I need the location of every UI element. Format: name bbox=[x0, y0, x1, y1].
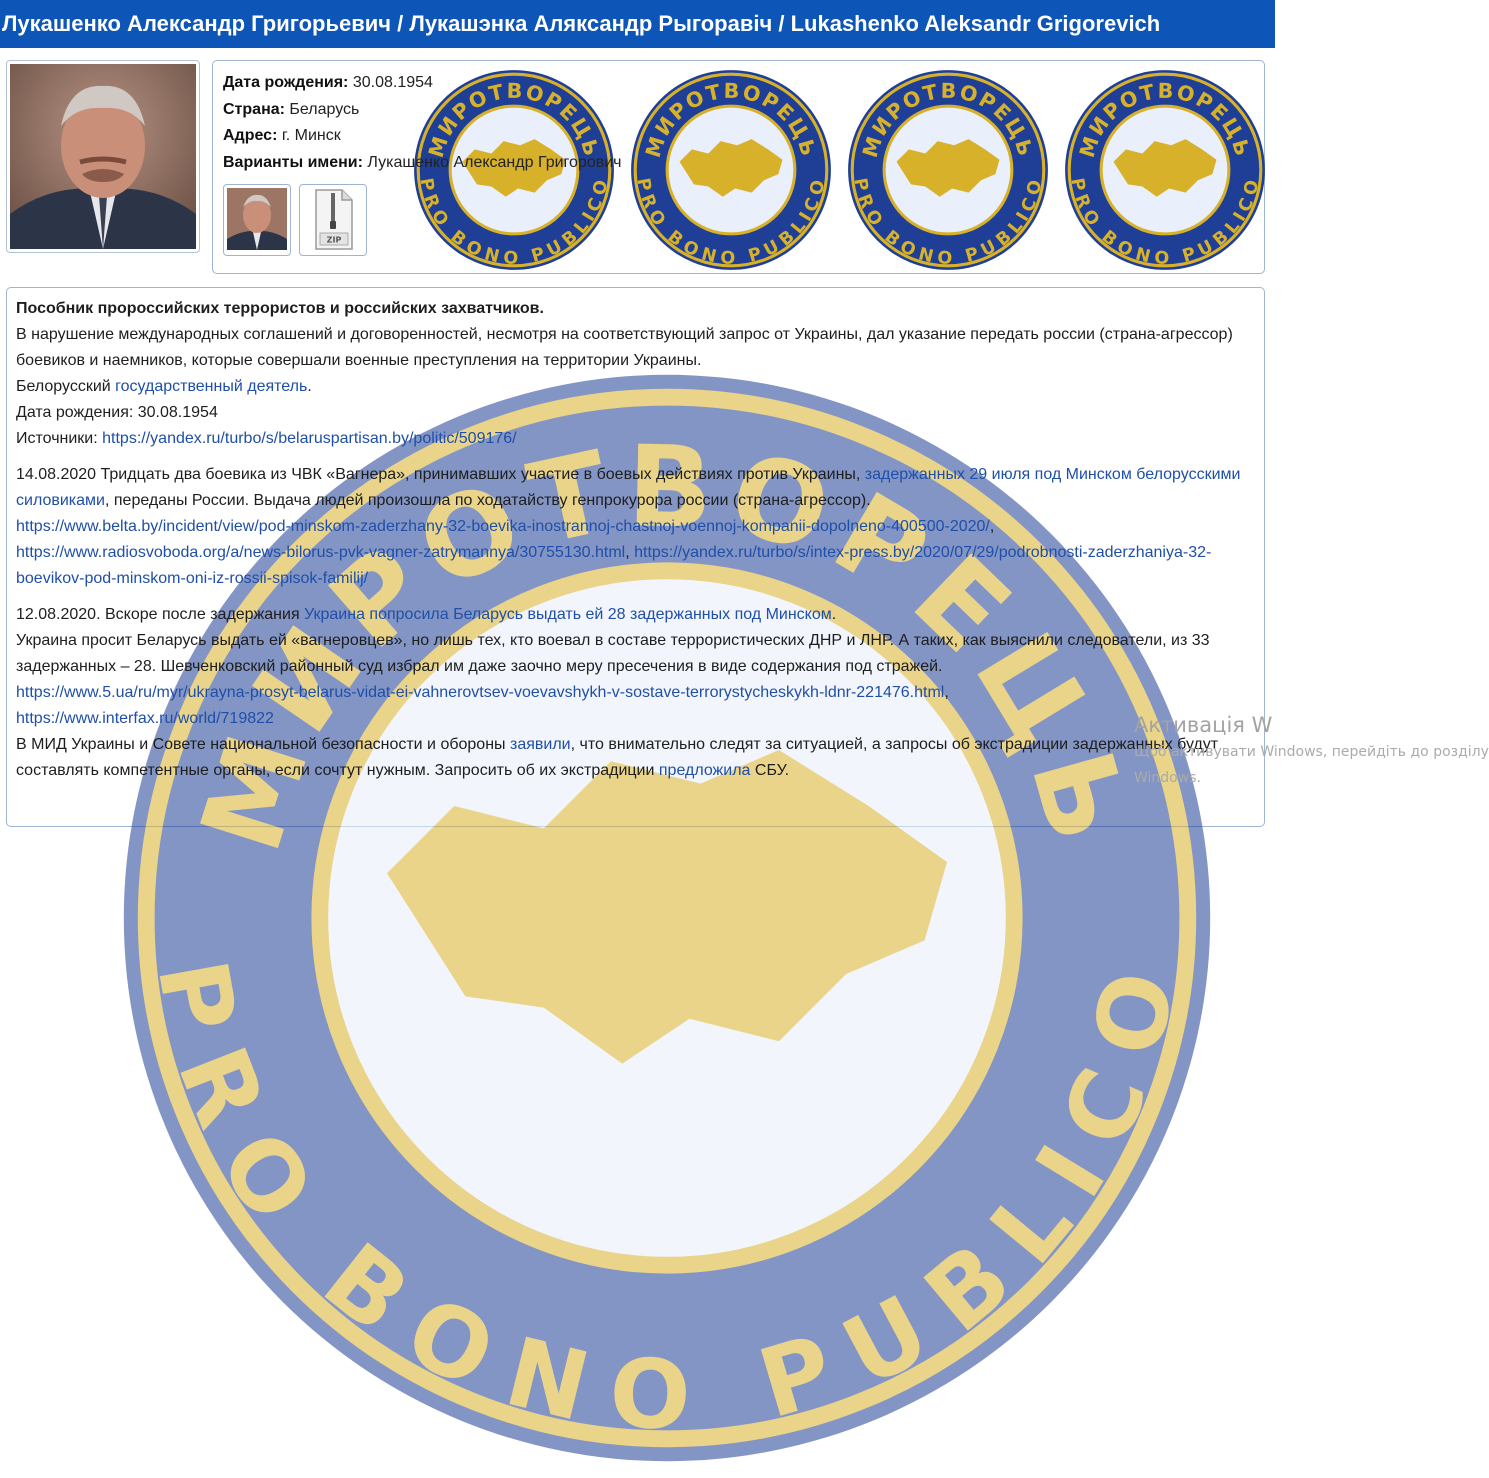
statesman-link[interactable]: государственный деятель bbox=[115, 378, 308, 395]
intex-press-link[interactable]: https://yandex.ru/turbo/s/intex-press.by/2020/07/29/podrobnosti-zaderzhaniya-32-boevikov-pod-minskom-oni-iz-rossii-spisok-familij/ bbox=[16, 544, 1212, 587]
photo-thumbnail-icon bbox=[224, 185, 290, 255]
profile-photo-frame bbox=[6, 60, 200, 253]
info-address: Адрес: г. Минск bbox=[223, 127, 341, 144]
belta-link[interactable]: https://www.belta.by/incident/view/pod-minskom-zaderzhany-32-boevika-inostrannoj-chastnoj-voennoj-kompanii-dopolneno-400500-2020/ bbox=[16, 518, 990, 535]
interfax-link[interactable]: https://www.interfax.ru/world/719822 bbox=[16, 710, 274, 727]
paragraph-extradition: 14.08.2020 Тридцать два боевика из ЧВК «Вагнера», принимавших участие в боевых действиях против Украины, задержанных 29 июля под Минском белорусскими силовиками, переданы России. Выдача людей произошла по ходатайству генпрокурора россии (страна-агрессор). https://www.belta.by/incident/view/pod-minskom-zaderzhany-32-boevika-inostrannoj-chastnoj-voennoj-kompanii-dopolneno-400500-2020/, https://www.radiosvoboda.org/a/news-bilorus-pvk-vagner-zatrymannya/30755130.html, https://yandex.ru/turbo/s/intex-press.by/2020/07/29/podrobnosti-zaderzhaniya-32-boevikov-pod-minskom-oni-iz-rossii-spisok-familij/ bbox=[16, 466, 1241, 587]
info-name-variants: Варианты имени: Лукашенко Александр Григорович bbox=[223, 153, 622, 171]
radiosvoboda-link[interactable]: https://www.radiosvoboda.org/a/news-bilorus-pvk-vagner-zatrymannya/30755130.html bbox=[16, 544, 626, 561]
stated-link[interactable]: заявили bbox=[509, 736, 571, 753]
source-link[interactable]: https://yandex.ru/turbo/s/belaruspartisan.by/politic/509176/ bbox=[102, 430, 517, 447]
seal-logo-icon bbox=[628, 67, 834, 273]
windows-activation-watermark: Активація W Щоб активувати Windows, перейдіть до розділу Windows. bbox=[1134, 713, 1489, 786]
zip-download[interactable] bbox=[299, 184, 367, 256]
description-panel bbox=[6, 287, 1265, 827]
5ua-link[interactable]: https://www.5.ua/ru/myr/ukrayna-prosyt-belarus-vidat-ei-vahnerovtsev-voevavshykh-v-sostave-terrorystycheskykh-ldnr-221476.html bbox=[16, 684, 945, 701]
info-country: Страна: Беларусь bbox=[223, 100, 360, 118]
seal-logo-icon bbox=[845, 67, 1051, 273]
photo-thumbnail[interactable] bbox=[223, 184, 291, 256]
info-details bbox=[223, 70, 622, 176]
seal-logo-icon bbox=[1062, 67, 1268, 273]
proposed-link[interactable]: предложила bbox=[658, 762, 751, 779]
info-birth: Дата рождения: 30.08.1954 bbox=[223, 74, 433, 91]
ukraine-request-link[interactable]: Украина попросила Беларусь выдать ей 28 задержанных под Минском bbox=[304, 606, 832, 623]
svg-text:ZIP: ZIP bbox=[326, 235, 342, 245]
info-panel bbox=[212, 60, 1265, 274]
page-title: Лукашенко Александр Григорьевич / Лукашэнка Аляксандр Рыгоравіч / Lukashenko Aleksandr Grigorevich bbox=[0, 0, 1275, 48]
zip-file-icon bbox=[300, 185, 366, 255]
profile-photo[interactable] bbox=[10, 64, 196, 249]
detained-link[interactable]: задержанных 29 июля под Минском белорусскими силовиками bbox=[16, 466, 1241, 509]
paragraph-intro: Пособник пророссийских террористов и российских захватчиков. В нарушение международных соглашений и договоренностей, несмотря на соответствующий запрос от Украины, дал указание передать россии (страна-агрессор) боевиков и наемников, которые совершали военные преступления на территории Украины. Белорусский государственный деятель. Дата рождения: 30.08.1954 Источники: https://yandex.ru/turbo/s/belaruspartisan.by/politic/509176/ bbox=[16, 300, 1233, 447]
paragraph-request: 12.08.2020. Вскоре после задержания Украина попросила Беларусь выдать ей 28 задержанных под Минском. Украина просит Беларусь выдать ей «вагнеровцев», но лишь тех, кто воевал в составе террористических ДНР и ЛНР. А таких, как выяснили следователи, из 33 задержанных – 28. Шевченковский районный суд избрал им даже заочно меру пресечения в виде содержания под стражей. https://www.5.ua/ru/myr/ukrayna-prosyt-belarus-vidat-ei-vahnerovtsev-voevavshykh-v-sostave-terrorystycheskykh-ldnr-221476.html, https://www.interfax.ru/world/719822 В МИД Украины и Совете национальной безопасности и обороны заявили, что внимательно следят за ситуацией, а запросы об экстрадиции задержанных будут составлять компетентные органы, если сочтут нужным. Запросить об их экстрадиции предложила СБУ. bbox=[16, 606, 1219, 779]
description-content bbox=[16, 296, 1246, 794]
